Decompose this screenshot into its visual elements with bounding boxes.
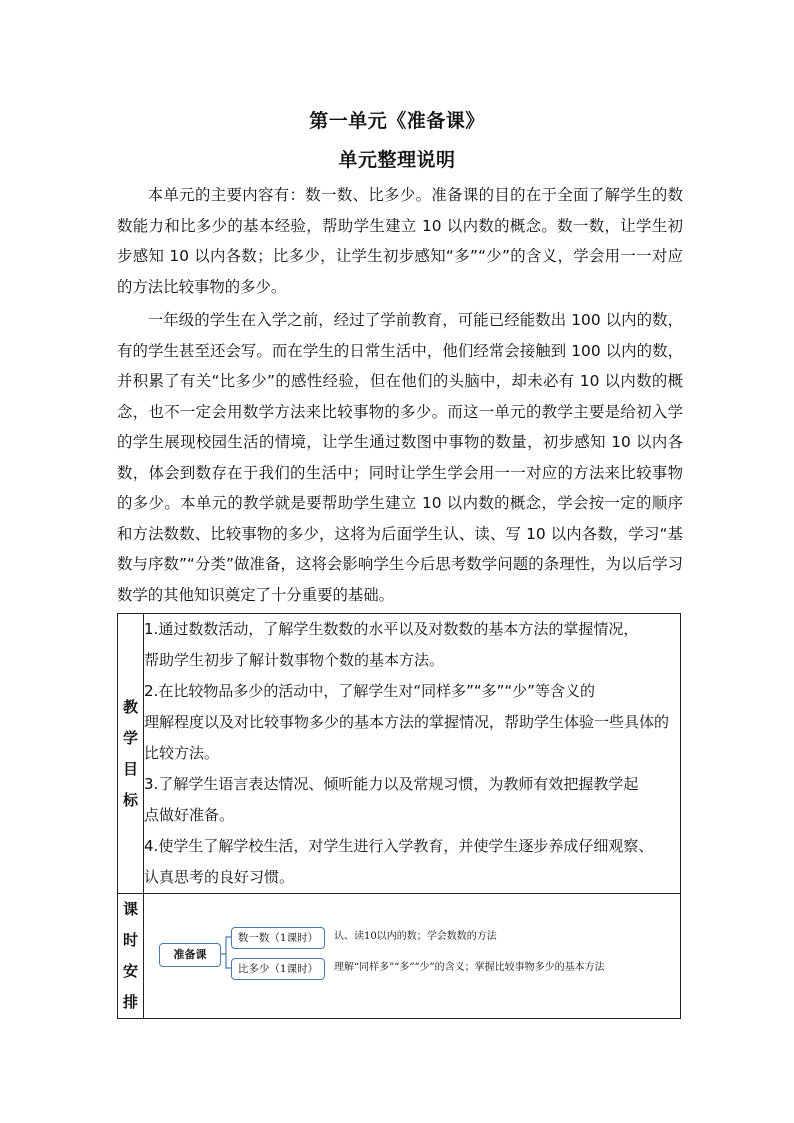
schedule-label-char: 课 [122, 900, 138, 918]
intro-section [117, 180, 683, 610]
goal-text-continued: 帮助学生初步了解计数事物个数的基本方法。 [144, 651, 445, 669]
goal-text-continued: 点做好准备。 [144, 806, 235, 824]
intro-paragraph-2: 一年级的学生在入学之前，经过了学前教育，可能已经能数出 100 以内的数，有的学生甚至还会写。而在学生的日常生活中，他们经常会接触到 100 以内的数，并积累了有关“比多少”的感性经验，但在他们的头脑中，却未必有 10 以内数的概念，也不一定会用数学方法来比较事物的多少。而这一单元的教学主要是给初入学的学生展现校园生活的情境，让学生通过数图中事物的数量，初步感知 10 以内各数，体会到数存在于我们的生活中；同时让学生学会用一一对应的方法来比较事物的多少。本单元的教学就是要帮助学生建立 10 以内数的概念，学会按一定的顺序和方法数数、比较事物的多少，这将为后面学生认、读、写 10 以内各数，学习“基数与序数”“分类”做准备，这将会影响学生今后思考数学问题的条理性，为以后学习数学的其他知识奠定了十分重要的基础。 [117, 311, 683, 604]
goals-label-char: 标 [122, 790, 138, 809]
goal-number: 2. [144, 682, 159, 700]
schedule-cell [144, 894, 681, 1019]
page-title: 第一单元《准备课》 [309, 110, 485, 132]
mindmap-lesson-node: 数一数（1课时） [231, 927, 325, 949]
goals-label-char: 目 [122, 759, 138, 778]
intro-paragraph-1: 本单元的主要内容有：数一数、比多少。准备课的目的在于全面了解学生的数数能力和比多少的基本经验，帮助学生建立 10 以内数的概念。数一数，让学生初步感知 10 以内各数；比多少，让学生初步感知“多”“少”的含义，学会用一一对应的方法比较事物的多少。 [117, 186, 683, 296]
mindmap-lesson-node: 比多少（1课时） [231, 958, 325, 980]
connector-line [221, 937, 231, 954]
mindmap-lesson-description: 认、读10以内的数；学会数数的方法 [334, 931, 497, 942]
goals-row [118, 614, 681, 894]
mindmap-root-node: 准备课 [159, 943, 221, 967]
goal-number: 3. [144, 775, 159, 793]
schedule-mindmap [144, 903, 674, 1009]
page-subtitle: 单元整理说明 [338, 149, 456, 171]
schedule-label-cell [118, 894, 144, 1019]
goal-number: 1. [144, 620, 159, 638]
schedule-label-char: 安 [122, 962, 138, 980]
schedule-label-char: 排 [122, 993, 138, 1011]
unit-plan-table [117, 613, 681, 1019]
goal-text: 使学生了解学校生活，对学生进行入学教育，并使学生逐步养成仔细观察、 [158, 837, 654, 855]
goal-text: 了解学生语言表达情况、倾听能力以及常规习惯，为教师有效把握教学起 [158, 775, 639, 793]
goal-item [144, 676, 680, 769]
goal-text-continued: 理解程度以及对比较事物多少的基本方法的掌握情况，帮助学生体验一些具体的比较方法。 [144, 713, 670, 762]
goal-text-continued: 认真思考的良好习惯。 [144, 868, 295, 886]
goals-label-char: 教 [122, 697, 138, 716]
goal-number: 4. [144, 837, 159, 855]
goals-label-cell [118, 614, 144, 894]
schedule-label-char: 时 [122, 931, 138, 949]
goal-item [144, 831, 680, 893]
goals-cell [144, 614, 681, 894]
goals-label-char: 学 [122, 728, 138, 747]
mindmap-lesson-description: 理解“同样多”“多”“少”的含义；掌握比较事物多少的基本方法 [334, 962, 605, 973]
schedule-row [118, 894, 681, 1019]
mindmap-connectors [144, 903, 674, 1009]
goal-text: 在比较物品多少的活动中，了解学生对“同样多”“多”“少”等含义的 [158, 682, 595, 700]
goal-item [144, 614, 680, 676]
goal-text: 通过数数活动，了解学生数数的水平以及对数数的基本方法的掌握情况， [158, 620, 639, 638]
goal-item [144, 769, 680, 831]
